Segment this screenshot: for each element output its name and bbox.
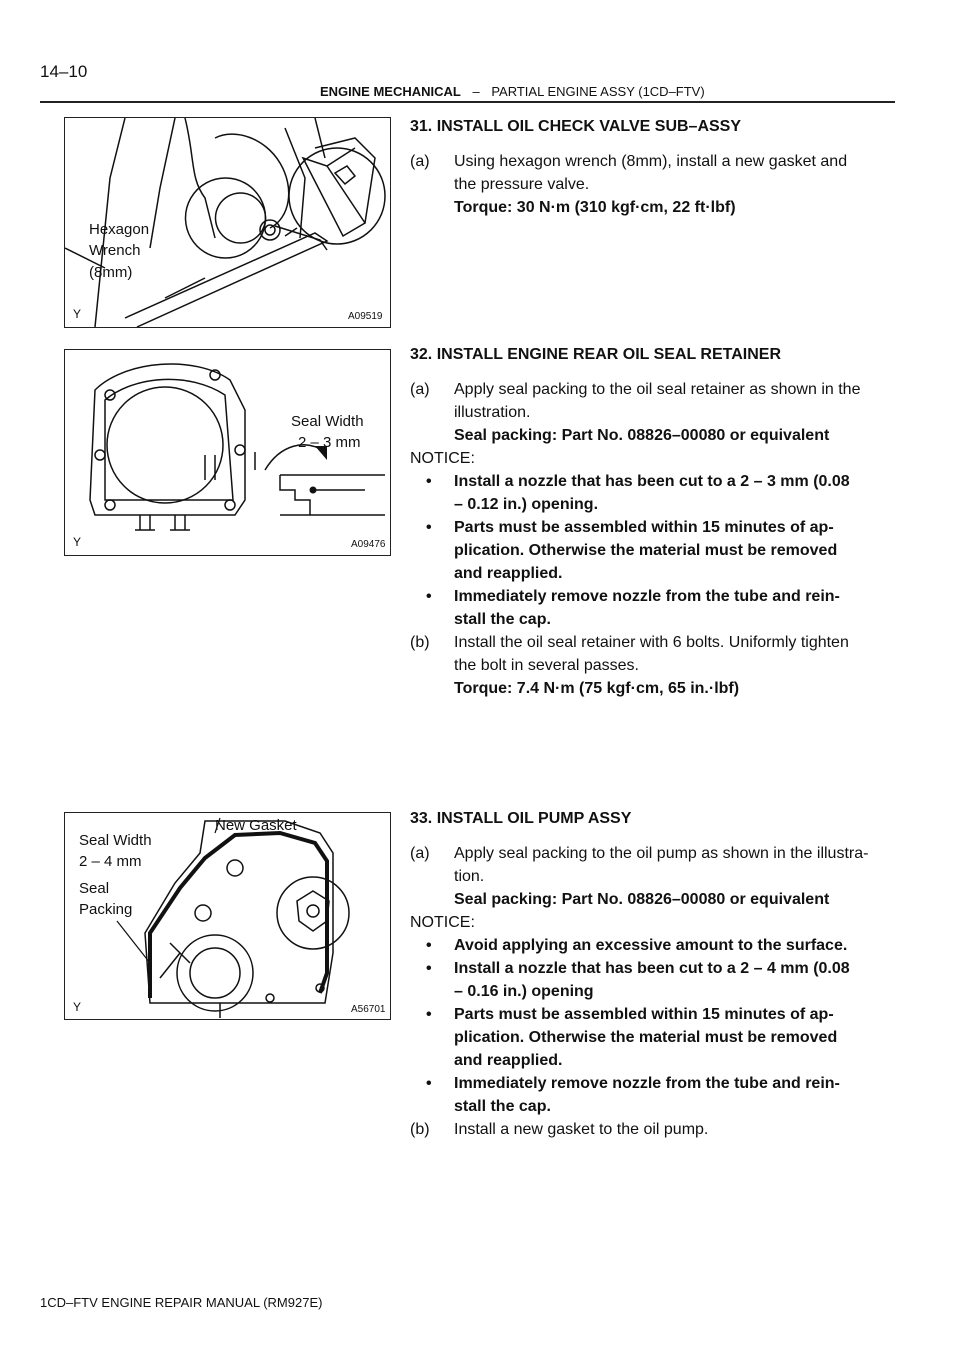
step-32-a-lead: (a) <box>410 381 430 398</box>
figure-oil-pump <box>64 812 391 1020</box>
step-33-notice-3-line1: Parts must be assembled within 15 minutes of ap- <box>454 1006 834 1023</box>
step-32-title: 32. INSTALL ENGINE REAR OIL SEAL RETAINER <box>410 346 782 363</box>
step-31-title: 31. INSTALL OIL CHECK VALVE SUB–ASSY <box>410 118 742 135</box>
label-packing: Packing <box>79 901 133 918</box>
y-mark: Y <box>73 535 82 549</box>
manual-footer: 1CD–FTV ENGINE REPAIR MANUAL (RM927E) <box>40 1295 323 1310</box>
step-33-notice-3-line3: and reapplied. <box>454 1052 563 1069</box>
step-32-b-lead: (b) <box>410 634 430 651</box>
label-new-gasket: New Gasket <box>215 817 297 834</box>
label-hexagon: Hexagon <box>89 221 150 238</box>
step-33-notice-2-line2: – 0.16 in.) opening <box>454 983 594 1000</box>
figure-code: A56701 <box>351 1004 386 1015</box>
step-32-seal-packing: Seal packing: Part No. 08826–00080 or equivalent <box>454 427 830 444</box>
step-33-title: 33. INSTALL OIL PUMP ASSY <box>410 810 632 827</box>
figure-rear-oil-seal-retainer <box>64 349 391 556</box>
step-31-a-line2: the pressure valve. <box>454 176 590 193</box>
step-33-notice-4-line2: stall the cap. <box>454 1098 551 1115</box>
bullet: • <box>426 588 432 605</box>
figure-code: A09519 <box>348 311 383 322</box>
step-32-notice-3-line2: stall the cap. <box>454 611 551 628</box>
bullet: • <box>426 473 432 490</box>
label-seal-width: Seal Width <box>79 832 152 849</box>
figure-code: A09476 <box>351 539 386 550</box>
step-32-torque: Torque: 7.4 N·m (75 kgf·cm, 65 in.·lbf) <box>454 680 740 697</box>
figure-hexagon-wrench <box>64 117 391 328</box>
step-33-a-lead: (a) <box>410 845 430 862</box>
bullet: • <box>426 937 432 954</box>
step-33-notice-4-line1: Immediately remove nozzle from the tube and rein- <box>454 1075 840 1092</box>
step-32-notice-2-line2: plication. Otherwise the material must be removed <box>454 542 838 559</box>
step-32-notice-1-line2: – 0.12 in.) opening. <box>454 496 599 513</box>
header-dash: – <box>472 84 480 99</box>
y-mark: Y <box>73 307 82 321</box>
step-33-b-line1: Install a new gasket to the oil pump. <box>454 1121 709 1138</box>
header-rule <box>40 101 895 103</box>
step-33-a-line1: Apply seal packing to the oil pump as shown in the illustra- <box>454 845 869 862</box>
y-mark: Y <box>73 1000 82 1014</box>
step-32-notice-2-line3: and reapplied. <box>454 565 563 582</box>
step-33-notice: NOTICE: <box>410 914 475 931</box>
step-31-a-line1: Using hexagon wrench (8mm), install a new gasket and <box>454 153 848 170</box>
step-32-notice: NOTICE: <box>410 450 475 467</box>
page-number: 14–10 <box>40 62 88 81</box>
label-seal: Seal <box>79 880 110 897</box>
step-33-notice-1-line1: Avoid applying an excessive amount to the surface. <box>454 937 848 954</box>
step-32-a-line1: Apply seal packing to the oil seal retainer as shown in the <box>454 381 861 398</box>
running-header <box>320 84 705 99</box>
bullet: • <box>426 1075 432 1092</box>
step-31-a-lead: (a) <box>410 153 430 170</box>
step-32-a-line2: illustration. <box>454 404 531 421</box>
step-31-torque: Torque: 30 N·m (310 kgf·cm, 22 ft·lbf) <box>454 199 736 216</box>
step-33-a-line2: tion. <box>454 868 485 885</box>
step-32-b-line2: the bolt in several passes. <box>454 657 639 674</box>
step-33-seal-packing: Seal packing: Part No. 08826–00080 or equivalent <box>454 891 830 908</box>
label-seal-width-value: 2 – 3 mm <box>298 434 361 451</box>
bullet: • <box>426 1006 432 1023</box>
label-seal-width: Seal Width <box>291 413 364 430</box>
bullet: • <box>426 960 432 977</box>
label-8mm: (8mm) <box>89 264 133 281</box>
step-32-notice-2-line1: Parts must be assembled within 15 minutes of ap- <box>454 519 834 536</box>
step-33-notice-2-line1: Install a nozzle that has been cut to a 2 – 4 mm (0.08 <box>454 960 850 977</box>
step-32-notice-1-line1: Install a nozzle that has been cut to a 2 – 3 mm (0.08 <box>454 473 850 490</box>
step-32-b-line1: Install the oil seal retainer with 6 bolts. Uniformly tighten <box>454 634 849 651</box>
label-seal-width-value: 2 – 4 mm <box>79 853 142 870</box>
label-wrench: Wrench <box>89 242 141 259</box>
subsection-title: PARTIAL ENGINE ASSY (1CD–FTV) <box>491 84 705 99</box>
bullet: • <box>426 519 432 536</box>
section-title: ENGINE MECHANICAL <box>320 84 461 99</box>
step-33-notice-3-line2: plication. Otherwise the material must be removed <box>454 1029 838 1046</box>
step-33-b-lead: (b) <box>410 1121 430 1138</box>
step-32-notice-3-line1: Immediately remove nozzle from the tube and rein- <box>454 588 840 605</box>
